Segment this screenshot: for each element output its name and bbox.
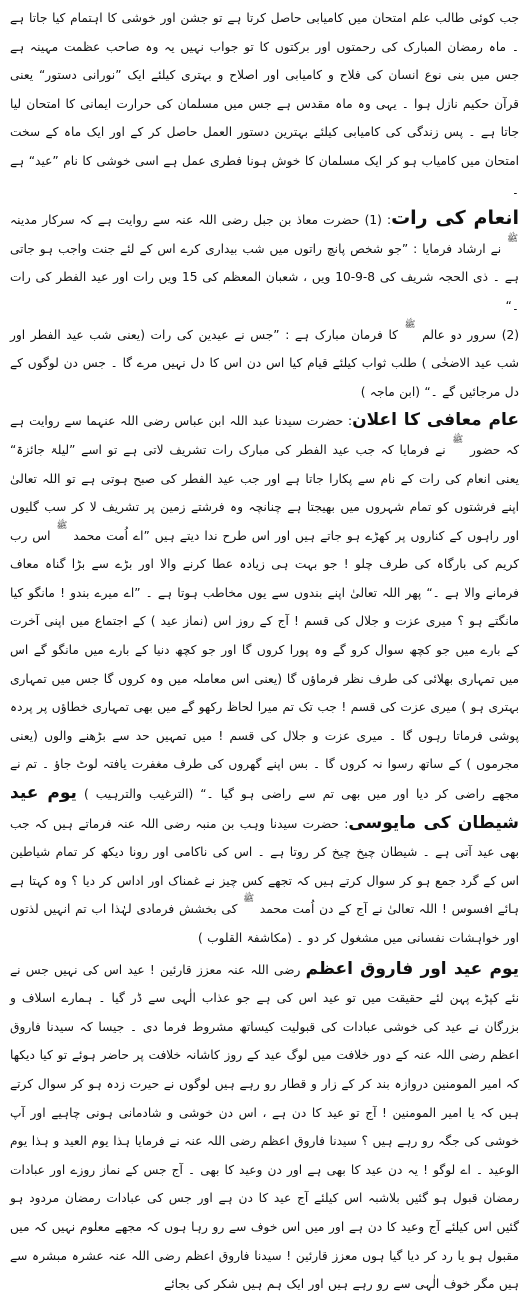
section-general-amnesty bbox=[10, 406, 519, 952]
farooq-text: رضی اللہ عنہ معزز قارئین ! عید اس کی نہیں جس نے نئے کپڑے پہن لئے حقیقت میں تو عید اس کی ہے جو عذاب الٰہی سے ڈر گیا ۔ ہمارے اسلاف و بزرگان نے عید کی خوشی عبادات کی قبولیت کیساتھ مشروط فرما دی ۔ جیسا کہ سیدنا فاروق اعظم رضی اللہ عنہ کے دور خلافت میں لوگ عید کے روز کاشانہ خلافت پر حاضر ہوئے تو کیا دیکھا کہ امیر المومنین دروازہ بند کر کے زار و قطار رو رہے ہیں لوگوں نے حیرت زدہ ہو کر سوال کرتے ہیں کہ یا امیر المومنین ! آج تو عید کا دن ہے ، اس دن خوشی و شادمانی ہونی چاہیے اور آپ خوشی کی جگہ رو رہے ہیں ؟ سیدنا فاروق اعظم رضی اللہ عنہ نے فرمایا ہذا یوم العید و ہذا یوم الوعید ۔ اے لوگو ! یہ دن عید کا بھی ہے اور دن وعید کا بھی ۔ آج جس کے نماز روزے اور عبادات رمضان قبول ہو گئیں بلاشبہ اس کیلئے آج عید کا دن ہے اور جس کی عبادات رمضان مردود ہو گئیں اس کیلئے آج وعید کا دن ہے اور میں اس خوف سے رو رہا ہوں کہ مجھے معلوم نہیں کہ میں مقبول ہو یا رد کر دیا گیا ہوں معزز قارئین ! سیدنا فاروق اعظم رضی اللہ عنہ عشرہ مبشرہ سے ہیں مگر خوف الٰہی سے رو رہے ہیں اور ایک ہم ہیں شکر کی بجائے bbox=[10, 962, 519, 1292]
section-heading-eid-farooq-azam: یوم عید اور فاروق اعظم bbox=[305, 958, 520, 979]
salla-ligature-icon: ﷺ bbox=[404, 319, 416, 330]
amnesty-text-cont-2: اس رب کریم کی بارگاہ کی طرف چلو ! جو بہت ہی زیادہ عطا کرنے والا اور بڑے سے بڑا گناہ معاف فرمانے والا ہے ۔“ پھر اللہ تعالیٰ اپنے بندوں سے یوں مخاطب ہوتا ہے ۔ ”اے میرے بندو ! مانگو کیا مانگتے ہو ؟ میری عزت و جلال کی قسم ! آج کے روز اس (نماز عید ) کے اجتماع میں اپنی آخرت کے بارے میں جو کچھ سوال کرو گے وہ پورا کروں گا اور جو کچھ دنیا کے بارے میں مانگو گے اس میں تمہاری بھلائی کی طرف نظر فرماؤں گا (یعنی اس معاملہ میں وہ کروں گا جس میں تمہاری بہتری ہو ) میری عزت کی قسم ! جب تک تم میرا لحاظ رکھو گے میں بھی تمہاری خطاؤں پر پردہ پوشی فرماتا رہوں گا ۔ میری عزت و جلال کی قسم ! میں تمہیں حد سے بڑھنے والوں (یعنی مجرموں ) کے ساتھ رسوا نہ کروں گا ۔ بس اپنے گھروں کی طرف مغفرت یافتہ لوٹ جاؤ ۔ تم نے مجھے راضی کر دیا اور میں بھی تم سے راضی ہو گیا ۔“ (الترغیب والترہیب ) bbox=[10, 528, 520, 802]
hadith-2-text: (2) سرور دو عالم bbox=[422, 327, 520, 342]
salla-ligature-icon: ﷺ bbox=[243, 894, 255, 905]
section-heading-satan-despair: یوم عید شیطان کی مایوسی bbox=[10, 783, 519, 833]
salla-ligature-icon: ﷺ bbox=[507, 233, 519, 244]
section-night-of-reward bbox=[10, 204, 519, 320]
intro-paragraph bbox=[10, 4, 519, 204]
section-heading-night-of-reward: انعام کی رات bbox=[391, 207, 519, 230]
hadith-1-text: : (1) حضرت معاذ بن جبل رضی اللہ عنہ سے روایت ہے کہ سرکار مدینہ bbox=[10, 213, 392, 228]
salla-ligature-icon: ﷺ bbox=[56, 520, 68, 531]
amnesty-text-cont: نے فرمایا کہ جب عید الفطر کی مبارک رات تشریف لاتی ہے تو اسے ”لیلۃ جائزۃ“ یعنی انعام کی رات کے نام سے پکارا جاتا ہے اور جب عید الفطر کی صبح ہوتی ہے تو اللہ تعالیٰ اپنے فرشتوں کو تمام شہروں میں بھیجتا ہے چنانچہ وہ فرشتے زمین پر تشریف لا کر سب گلیوں اور راہوں کے کناروں پر کھڑے ہو جاتے ہیں اور اس طرح ندا دیتے ہیں ”اے اُمت محمد bbox=[10, 442, 520, 543]
satan-text-cont: کی بخشش فرمادی لہٰذا اب تم انہیں لذتوں اور خواہشات نفسانی میں مشغول کر دو ۔ (مکاشفۃ القلوب ) bbox=[10, 902, 519, 945]
section-eid-farooq-azam bbox=[10, 955, 519, 1299]
amnesty-text: : حضرت سیدنا عبد اللہ ابن عباس رضی اللہ عنہما سے روایت ہے کہ حضور bbox=[10, 414, 520, 457]
satan-text: : حضرت سیدنا وہب بن منبہ رضی اللہ عنہ فرماتے ہیں کہ جب بھی عید آتی ہے ۔ شیطان چیخ چیخ کر روتا ہے ۔ اس کی ناکامی اور رونا دیکھ کر تمام شیاطین اس کے گرد جمع ہو کر سوال کرتے ہیں کہ تجھے کس چیز نے غمناک اور اداس کر دیا ؟ وہ کہتا ہے ہائے افسوس ! اللہ تعالیٰ نے آج کے دن اُمت محمد bbox=[10, 816, 520, 917]
intro-text: جب کوئی طالب علم امتحان میں کامیابی حاصل کرتا ہے تو جشن اور خوشی کا اہتمام کیا جاتا ہے ۔ ماہ رمضان المبارک کی رحمتوں اور برکتوں کا تو جواب نہیں یہ وہ صاحب عظمت مہینہ ہے جس میں بنی نوع انسان کی فلاح و کامیابی اور اصلاح و بہتری کیلئے ایک ”نورانی دستور“ یعنی قرآن حکیم نازل ہوا ۔ یہی وہ ماہ مقدس ہے جس میں مسلمان کی حرارت ایمانی کا امتحان لیا جاتا ہے ۔ پس زندگی کی کامیابی کیلئے بہترین دستور العمل حاصل کر کے اور ایک ماہ کے سخت امتحان میں کامیاب ہو کر ایک مسلمان کا خوش ہونا فطری عمل ہے اسی خوشی کا نام ”عید“ ہے ۔ bbox=[10, 11, 519, 197]
hadith-1-text-cont: نے ارشاد فرمایا : ”جو شخص پانچ راتوں میں شب بیداری کرے اس کے لئے جنت واجب ہو جاتی ہے ۔ ذی الحجہ شریف کی 8-9-10 ویں ، شعبان المعظم کی 15 ویں رات اور عید الفطر کی رات ۔“ bbox=[10, 241, 519, 313]
hadith-2-paragraph bbox=[10, 321, 519, 407]
hadith-2-text-cont: کا فرمان مبارک ہے : ”جس نے عیدین کی رات (یعنی شب عید الفطر اور شب عید الاضحٰی ) طلب ثواب کیلئے قیام کیا اس دن اس کا دل نہیں مرے گا ۔ جس دن لوگوں کے دل مرجائیں گے ۔“ (ابن ماجہ ) bbox=[10, 327, 519, 399]
salla-ligature-icon: ﷺ bbox=[452, 434, 464, 445]
section-heading-general-amnesty: عام معافی کا اعلان bbox=[352, 410, 519, 431]
